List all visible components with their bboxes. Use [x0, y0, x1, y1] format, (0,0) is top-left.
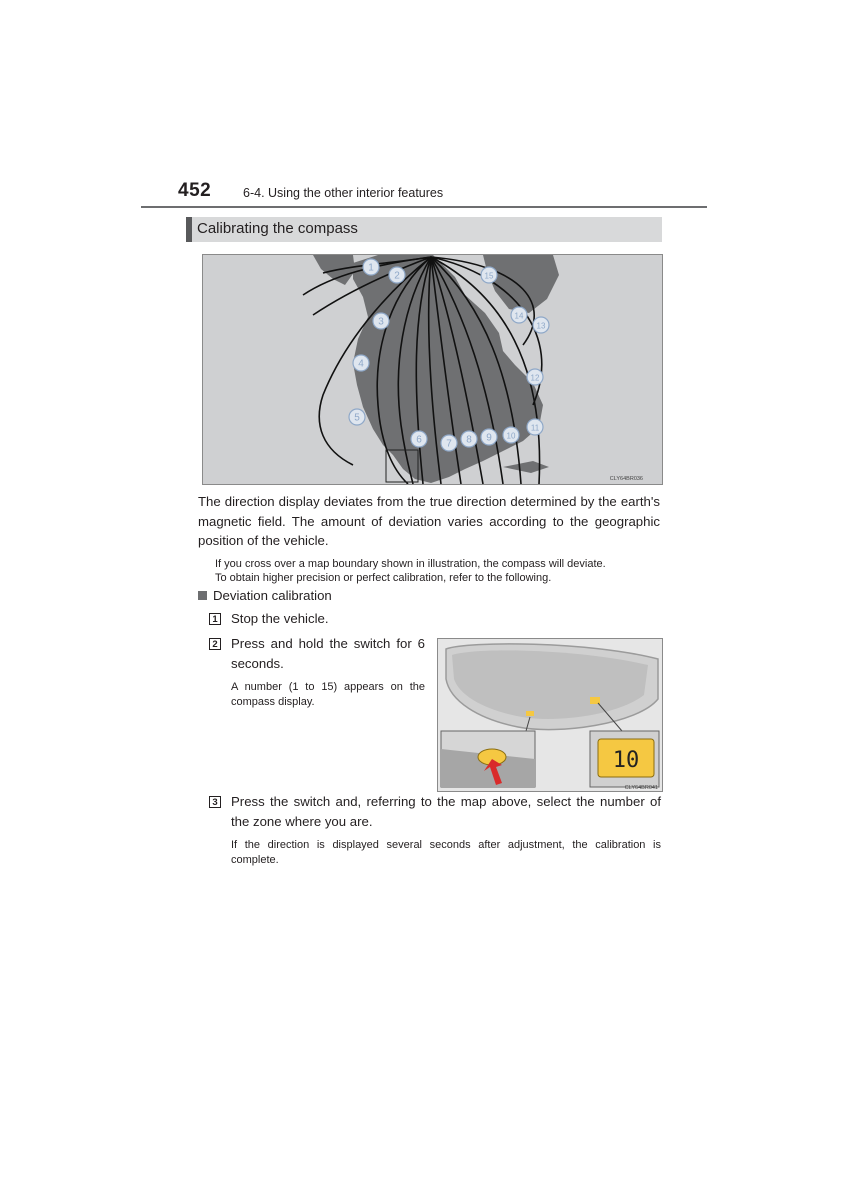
- zone-12-label: [527, 369, 543, 385]
- zone-13-label: [533, 317, 549, 333]
- step-2-text: Press and hold the switch for 6 seconds.: [231, 636, 425, 671]
- square-bullet-icon: [198, 591, 207, 600]
- svg-text:5: 5: [354, 412, 360, 424]
- zone-2-label: [389, 267, 405, 283]
- section-title: Calibrating the compass: [197, 220, 358, 237]
- step-3-text: Press the switch and, referring to the map above, select the number of the zone where you are.: [231, 794, 661, 829]
- subheading-text: Deviation calibration: [213, 588, 332, 603]
- svg-text:9: 9: [486, 432, 492, 444]
- header-divider: [141, 206, 707, 208]
- zone-8-label: [461, 431, 477, 447]
- note-precision: To obtain higher precision or perfect calibration, refer to the following.: [215, 572, 552, 584]
- zone-11-label: [527, 419, 543, 435]
- svg-text:1: 1: [368, 262, 374, 274]
- step-1-number: 1: [209, 613, 221, 625]
- svg-text:14: 14: [514, 311, 524, 321]
- svg-text:6: 6: [416, 434, 422, 446]
- note-boundary: If you cross over a map boundary shown in illustration, the compass will deviate.: [215, 558, 606, 570]
- header-section-title: 6-4. Using the other interior features: [243, 186, 444, 200]
- zone-14-label: [511, 307, 527, 323]
- mirror-switch-figure: [437, 638, 663, 792]
- zone-4-label: [353, 355, 369, 371]
- compass-zone-map: [202, 254, 663, 485]
- zone-3-label: [373, 313, 389, 329]
- compass-display-value: 10: [612, 748, 640, 773]
- zone-6-label: [411, 431, 427, 447]
- zone-7-label: [441, 435, 457, 451]
- step-3-note: If the direction is displayed several seconds after adjustment, the calibration is complete.: [231, 839, 661, 866]
- svg-text:15: 15: [484, 271, 494, 281]
- subheading: [198, 588, 332, 603]
- step-3-number: 3: [209, 796, 221, 808]
- svg-text:8: 8: [466, 434, 472, 446]
- svg-text:12: 12: [530, 373, 540, 383]
- svg-text:3: 3: [378, 316, 384, 328]
- mirror-figure-code: CLY64BR041: [624, 785, 658, 791]
- mirror-illustration: [438, 639, 662, 791]
- intro-paragraph: The direction display deviates from the true direction determined by the earth's magnetic field. The amount of deviation varies according to the geographic position of the vehicle.: [198, 494, 660, 548]
- step-2-number: 2: [209, 638, 221, 650]
- zone-10-label: [503, 427, 519, 443]
- svg-text:10: 10: [506, 431, 516, 441]
- map-illustration: [203, 255, 662, 484]
- step-1-text: Stop the vehicle.: [231, 611, 329, 626]
- svg-text:13: 13: [536, 321, 546, 331]
- zone-15-label: [481, 267, 497, 283]
- svg-text:11: 11: [530, 423, 540, 433]
- step-2-note: A number (1 to 15) appears on the compass display.: [231, 681, 425, 708]
- svg-text:4: 4: [358, 358, 364, 370]
- zone-1-label: [363, 259, 379, 275]
- map-figure-code: CLY64BR036: [609, 476, 643, 482]
- svg-text:7: 7: [446, 438, 452, 450]
- svg-text:2: 2: [394, 270, 400, 282]
- mirror-switch-spot: [526, 711, 534, 716]
- zone-9-label: [481, 429, 497, 445]
- page-number: 452: [178, 180, 212, 201]
- zone-5-label: [349, 409, 365, 425]
